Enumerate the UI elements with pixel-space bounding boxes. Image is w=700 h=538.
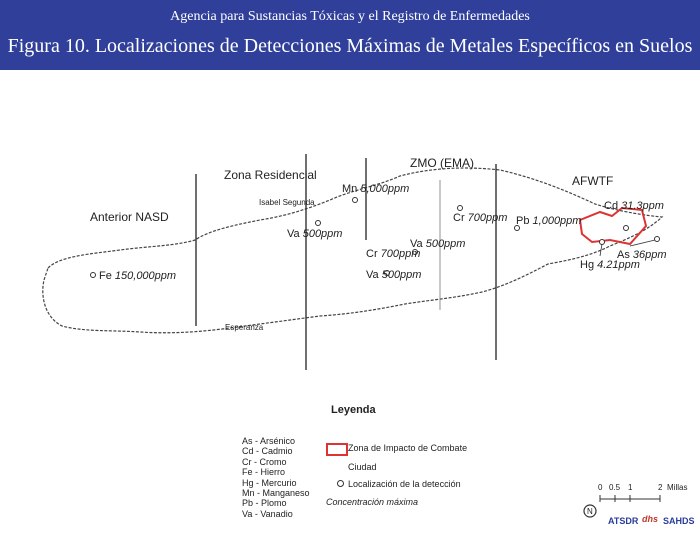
map-area bbox=[0, 70, 700, 538]
legend-abbr-mn: Mn - Manganeso bbox=[242, 488, 310, 499]
detection-label-va-3: Va 500ppm bbox=[366, 269, 422, 281]
legend-combat-zone: Zona de Impacto de Combate bbox=[348, 443, 468, 453]
detection-point-hg bbox=[600, 240, 605, 245]
legend-detection-location: Localización de la detección bbox=[348, 479, 461, 489]
scale-tick-05: 0.5 bbox=[609, 483, 621, 492]
zone-label-residencial: Zona Residencial bbox=[224, 168, 317, 182]
legend-city: Ciudad bbox=[348, 462, 377, 472]
detection-label-hg: Hg 4.21ppm bbox=[580, 259, 640, 271]
detection-label-va-2: Va 500ppm bbox=[410, 238, 466, 250]
logo-sahds: SAHDS bbox=[663, 516, 695, 526]
logo-dhs: dhs bbox=[642, 514, 659, 524]
detection-label-fe: Fe 150,000ppm bbox=[99, 270, 177, 282]
detection-point-fe bbox=[91, 273, 96, 278]
detection-label-mn: Mn 5,000ppm bbox=[342, 183, 410, 195]
legend-max-concentration: Concentración máxima bbox=[326, 497, 419, 507]
detection-point-cr1 bbox=[458, 206, 463, 211]
scale-tick-1: 1 bbox=[628, 483, 633, 492]
place-isabel-segunda: Isabel Segunda bbox=[259, 198, 315, 207]
legend-detection-dot-icon bbox=[337, 480, 344, 487]
detection-label-cr-2: Cr 700ppm bbox=[366, 248, 421, 260]
scale-tick-0: 0 bbox=[598, 483, 603, 492]
detection-label-cr-1: Cr 700ppm bbox=[453, 212, 508, 224]
legend-abbr-pb: Pb - Plomo bbox=[242, 498, 287, 509]
legend-title: Leyenda bbox=[331, 404, 376, 416]
scale-unit: Millas bbox=[667, 483, 688, 492]
svg-text:N: N bbox=[587, 507, 593, 516]
scale-tick-2: 2 bbox=[658, 483, 663, 492]
detection-point-as bbox=[655, 237, 660, 242]
legend-combat-zone-swatch bbox=[326, 443, 348, 456]
detection-label-cd: Cd 31.3ppm bbox=[604, 200, 664, 212]
zone-label-zmo: ZMO (EMA) bbox=[410, 156, 474, 170]
detection-point-va1 bbox=[316, 221, 321, 226]
zone-label-afwtf: AFWTF bbox=[572, 174, 614, 188]
detection-label-as: As 36ppm bbox=[617, 249, 667, 261]
detection-point-cd bbox=[624, 226, 629, 231]
legend-abbr-va: Va - Vanadio bbox=[242, 508, 293, 519]
place-esperanza: Esperanza bbox=[225, 323, 264, 332]
detection-label-va-1: Va 500ppm bbox=[287, 228, 343, 240]
legend-abbr-cd: Cd - Cadmio bbox=[242, 446, 293, 457]
header-banner bbox=[0, 0, 700, 70]
legend-abbr-hg: Hg - Mercurio bbox=[242, 477, 297, 488]
legend-abbr-cr: Cr - Cromo bbox=[242, 456, 287, 467]
detection-label-pb: Pb 1,000ppm bbox=[516, 215, 582, 227]
figure-title: Figura 10. Localizaciones de Detecciones Máximas de Metales Específicos en Suelos bbox=[7, 35, 693, 57]
logo-atsdr: ATSDR bbox=[608, 516, 639, 526]
zone-label-anterior-nasd: Anterior NASD bbox=[90, 210, 169, 224]
detection-point-mn bbox=[353, 198, 358, 203]
legend-abbr-as: As - Arsénico bbox=[242, 436, 296, 446]
agency-name: Agencia para Sustancias Tóxicas y el Registro de Enfermedades bbox=[170, 9, 530, 24]
legend-abbr-fe: Fe - Hierro bbox=[242, 467, 286, 478]
legend-abbreviations bbox=[242, 436, 310, 519]
